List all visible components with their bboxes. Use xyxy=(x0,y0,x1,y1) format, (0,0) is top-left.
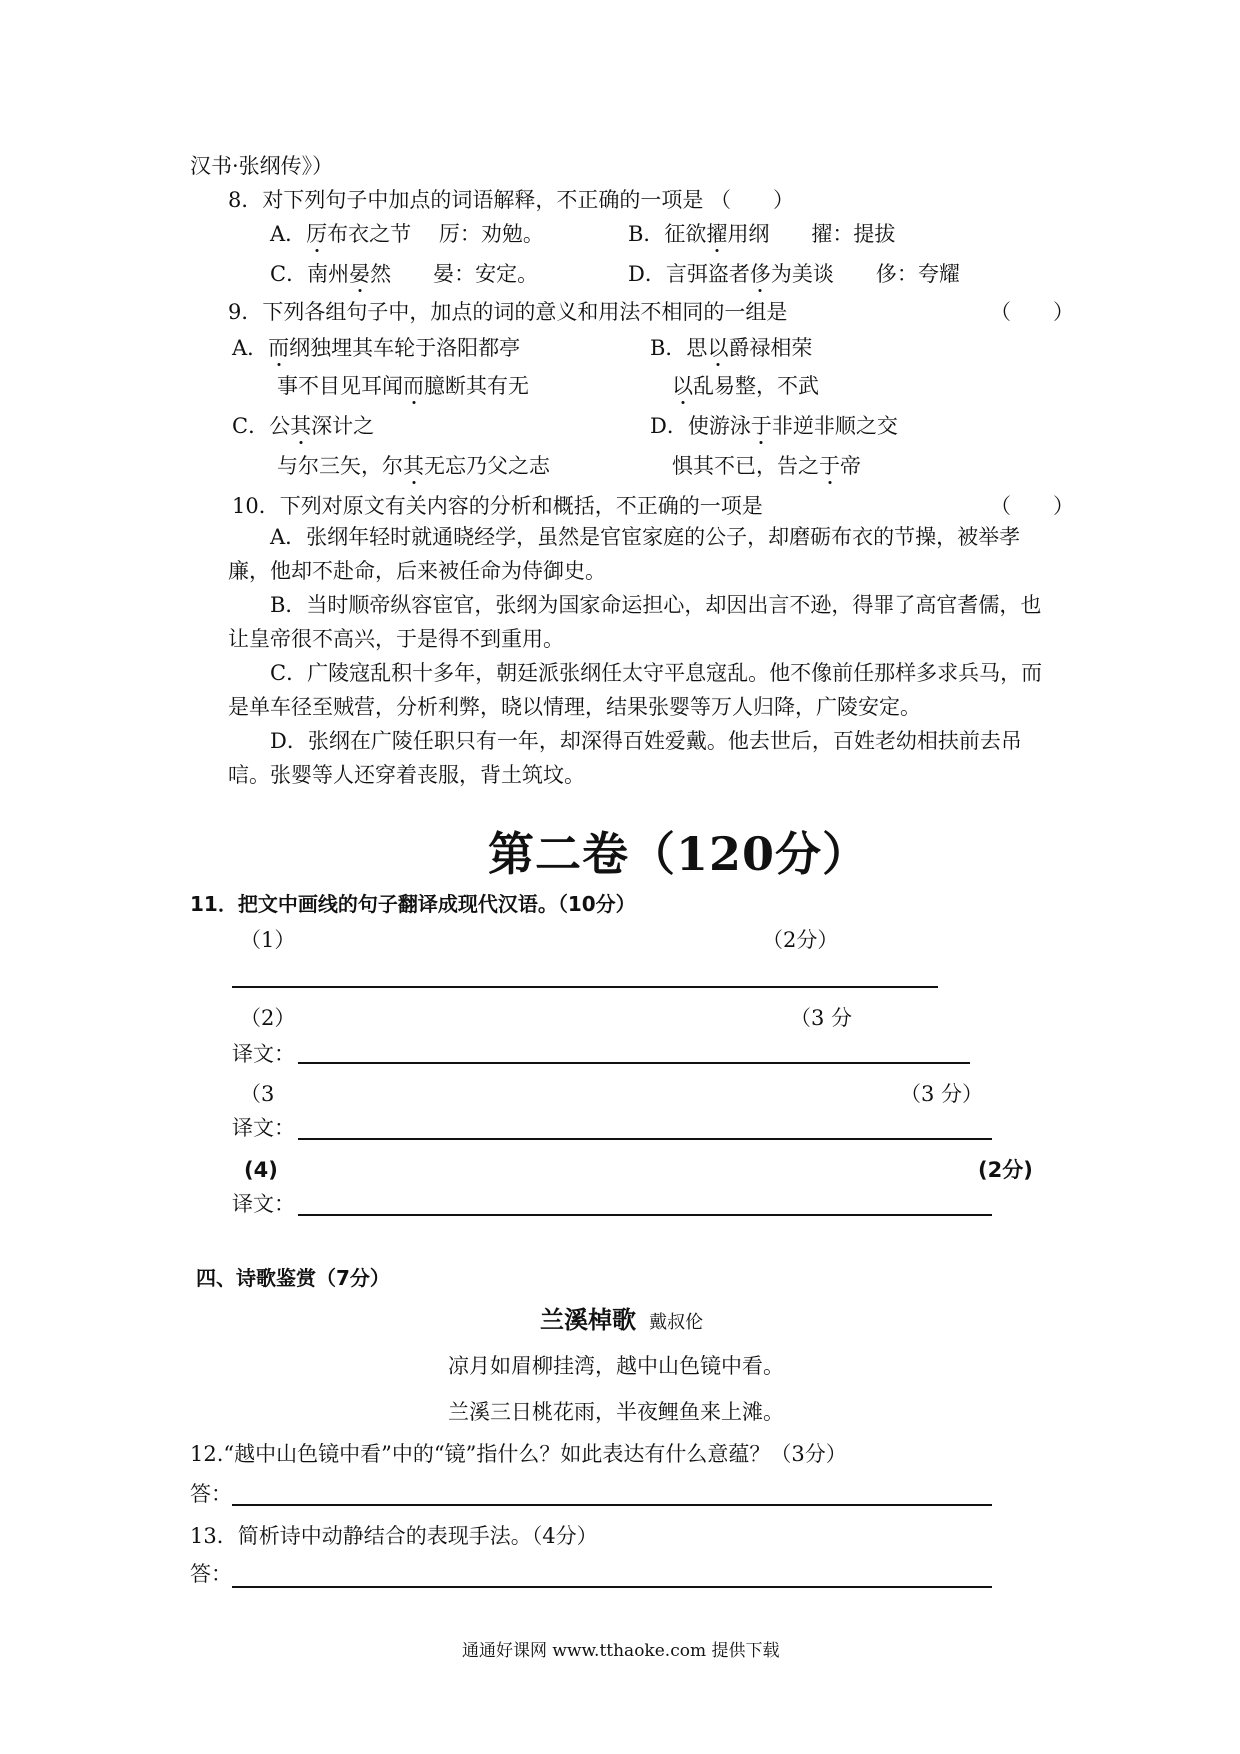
page-footer: 通通好课网 www.tthaoke.com 提供下载 xyxy=(462,1641,780,1661)
q11-item-2-label: （2） xyxy=(240,1006,296,1030)
q11-item-4-answer-line[interactable] xyxy=(298,1214,992,1216)
q9-c1-suffix: 深计之 xyxy=(311,414,375,438)
poem-line-2: 兰溪三日桃花雨，半夜鲤鱼来上滩。 xyxy=(448,1400,784,1424)
q9-a1-prefix: A． xyxy=(232,336,269,360)
q11-item-3-label: （3 xyxy=(240,1082,275,1106)
q9-a1-dotted: 而 xyxy=(268,336,290,360)
q9-c1-dotted: 其 xyxy=(290,414,312,438)
q9-c2-suffix: 无忘乃父之志 xyxy=(424,454,550,478)
q9-option-b-line2 xyxy=(672,372,819,400)
q9-c1-prefix: C．公 xyxy=(232,414,291,438)
q10-stem: 10．下列对原文有关内容的分析和概括，不正确的一项是 xyxy=(232,494,763,518)
q9-b1-suffix: 爵禄相荣 xyxy=(728,336,813,360)
q9-a1-suffix: 纲独埋其车轮于洛阳都亭 xyxy=(289,336,521,360)
q11-item-4-score: (2分) xyxy=(978,1158,1033,1182)
q10-answer-paren: （ ） xyxy=(990,494,1074,518)
q9-option-c-line1[interactable] xyxy=(232,412,374,440)
q9-b2-dotted: 以 xyxy=(672,374,693,398)
q11-item-2-score: （3 分 xyxy=(790,1006,853,1030)
poem-title-block xyxy=(540,1300,703,1335)
q9-b1-dotted: 以 xyxy=(707,336,729,360)
q11-stem: 11．把文中画线的句子翻译成现代汉语。（10分） xyxy=(190,892,636,916)
q9-c2-prefix: 与尔三矢，尔 xyxy=(277,454,403,478)
q8-stem: 8．对下列句子中加点的词语解释，不正确的一项是 （ ） xyxy=(228,188,795,212)
q9-option-a-line1[interactable] xyxy=(232,334,520,362)
q8-c-prefix: C．南州 xyxy=(270,262,350,286)
q9-d1-dotted: 于 xyxy=(750,414,772,438)
continued-source-line: 汉书·张纲传》） xyxy=(190,154,334,178)
q8-d-prefix: D．言弭盗者 xyxy=(628,262,750,286)
q11-item-4-translation-label: 译文： xyxy=(232,1192,295,1216)
q9-a2-dotted: 而 xyxy=(403,374,424,398)
q9-b1-prefix: B．思 xyxy=(650,336,708,360)
q10-option-b[interactable]: B．当时顺帝纵容宦官，张纲为国家命运担心，却因出言不逊，得罪了高官耆儒，也让皇帝很不高兴，于是得不到重用。 xyxy=(228,593,1042,651)
section-4-title: 四、诗歌鉴赏（7分） xyxy=(196,1266,390,1290)
q10-option-d[interactable]: D．张纲在广陵任职只有一年，却深得百姓爱戴。他去世后，百姓老幼相扶前去吊唁。张婴等人还穿着丧服，背土筑坟。 xyxy=(228,729,1022,787)
q10-option-a[interactable]: A．张纲年轻时就通晓经学，虽然是官宦家庭的公子，却磨砺布衣的节操，被举孝廉，他却不赴命，后来被任命为侍御史。 xyxy=(228,525,1021,583)
q13-answer-label: 答： xyxy=(190,1562,232,1586)
q9-stem: 9．下列各组句子中，加点的词的意义和用法不相同的一组是 xyxy=(228,300,788,324)
q13-stem: 13．简析诗中动静结合的表现手法。（4分） xyxy=(190,1524,598,1548)
q8-option-a[interactable] xyxy=(270,220,544,248)
q9-d1-suffix: 非逆非顺之交 xyxy=(771,414,898,438)
q8-d-suffix: 为美谈 侈：夸耀 xyxy=(770,262,960,286)
q12-answer-line[interactable] xyxy=(232,1504,992,1506)
section-2-title: 第二卷（120分） xyxy=(488,827,870,881)
poem-title: 兰溪棹歌 xyxy=(540,1305,636,1334)
q11-item-1-answer-line[interactable] xyxy=(232,986,938,988)
q11-item-2-translation-label: 译文： xyxy=(232,1042,295,1066)
q11-item-3-score: （3 分） xyxy=(900,1082,984,1106)
q9-option-d-line1[interactable] xyxy=(650,412,898,440)
q10-option-c[interactable]: C．广陵寇乱积十多年，朝廷派张纲任太守平息寇乱。他不像前任那样多求兵马，而是单车径至贼营，分析利弊，晓以情理，结果张婴等万人归降，广陵安定。 xyxy=(228,661,1043,719)
q8-b-suffix: 用纲 擢：提拔 xyxy=(727,222,896,246)
q9-answer-paren: （ ） xyxy=(990,300,1074,324)
q8-b-prefix: B．征欲 xyxy=(628,222,707,246)
q11-item-3-translation-label: 译文： xyxy=(232,1116,295,1140)
q8-option-d[interactable] xyxy=(628,260,960,288)
q8-b-dotted: 擢 xyxy=(706,222,728,246)
q9-d1-prefix: D．使游泳 xyxy=(650,414,751,438)
q8-option-b[interactable] xyxy=(628,220,895,248)
poem-author: 戴叔伦 xyxy=(649,1312,704,1333)
q11-item-1-score: （2分） xyxy=(762,928,839,952)
q9-option-c-line2 xyxy=(277,452,550,480)
q13-answer-line[interactable] xyxy=(232,1586,992,1588)
poem-line-1: 凉月如眉柳挂湾，越中山色镜中看。 xyxy=(448,1354,784,1378)
q9-option-b-line1[interactable] xyxy=(650,334,812,362)
q12-stem: 12.“越中山色镜中看”中的“镜”指什么？如此表达有什么意蕴？（3分） xyxy=(190,1442,847,1466)
q8-d-dotted: 侈 xyxy=(749,262,771,286)
q8-c-suffix: 然 晏：安定。 xyxy=(370,262,539,286)
q8-option-c[interactable] xyxy=(270,260,538,288)
q11-item-3-answer-line[interactable] xyxy=(298,1138,992,1140)
q8-a-dotted: 厉 xyxy=(306,222,328,246)
q8-c-dotted: 晏 xyxy=(349,262,371,286)
q9-a2-prefix: 事不目见耳闻 xyxy=(277,374,403,398)
q11-item-4-label: (4) xyxy=(244,1158,278,1182)
q9-c2-dotted: 其 xyxy=(403,454,424,478)
q12-answer-label: 答： xyxy=(190,1482,232,1506)
q9-option-a-line2 xyxy=(277,372,529,400)
q9-d2-dotted: 于 xyxy=(819,454,840,478)
q8-a-suffix: 布衣之节 厉：劝勉。 xyxy=(327,222,544,246)
q9-b2-suffix: 乱易整，不武 xyxy=(693,374,819,398)
q11-item-2-answer-line[interactable] xyxy=(298,1062,970,1064)
q9-option-d-line2 xyxy=(672,452,861,480)
q9-d2-suffix: 帝 xyxy=(840,454,861,478)
q9-d2-prefix: 惧其不已，告之 xyxy=(672,454,819,478)
q11-item-1-label: （1） xyxy=(240,928,296,952)
q9-a2-suffix: 臆断其有无 xyxy=(424,374,529,398)
q8-a-prefix: A． xyxy=(270,222,307,246)
